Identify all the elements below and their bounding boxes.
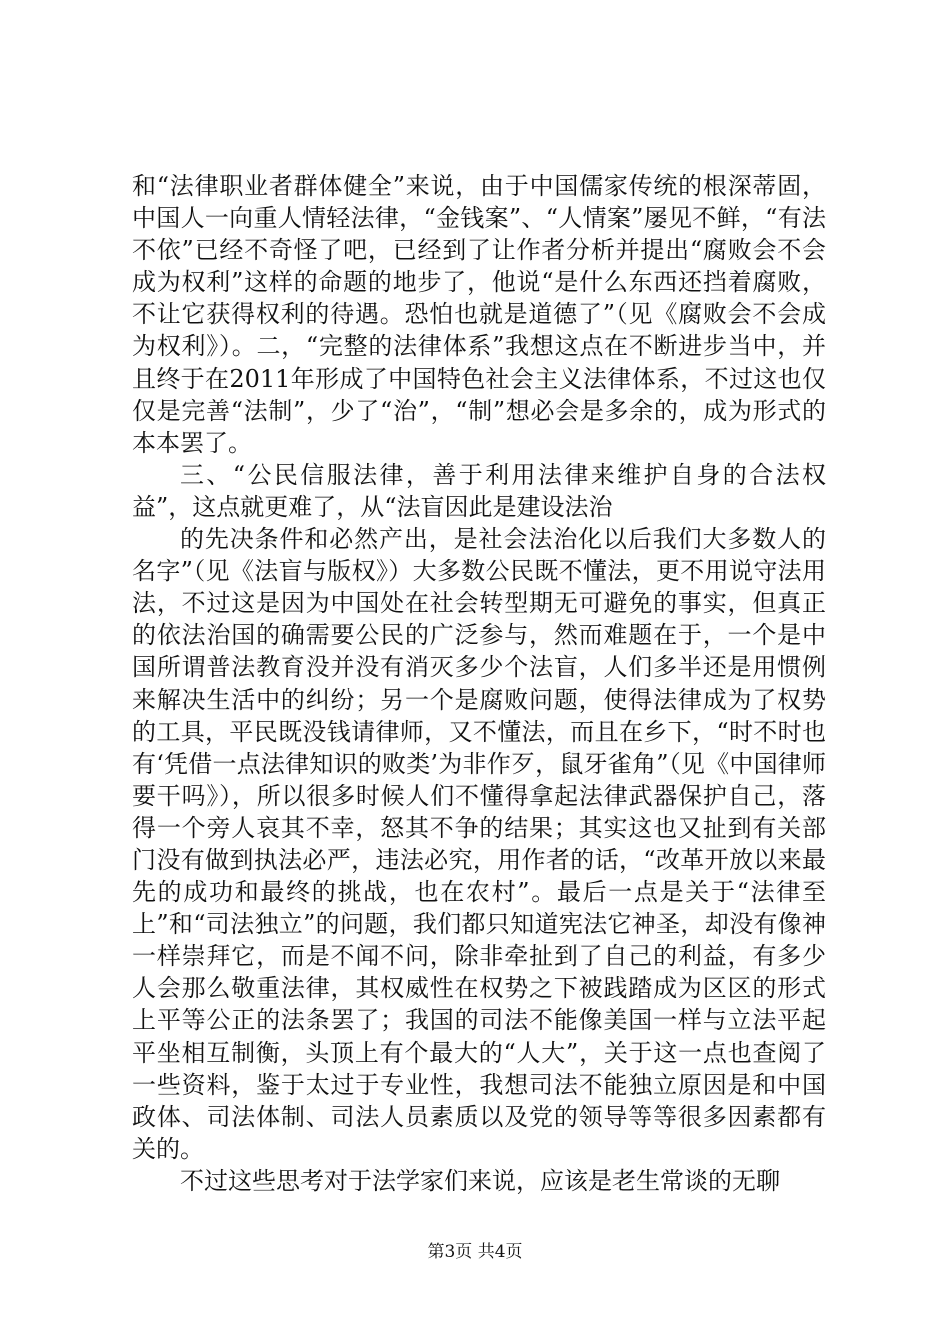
paragraph-4: 不过这些思考对于法学家们来说，应该是老生常谈的无聊 <box>180 1166 780 1195</box>
document-body <box>132 170 826 1197</box>
page-number-label: 第3页 共4页 <box>427 1242 523 1262</box>
paragraph-3: 的先决条件和必然产出，是社会法治化以后我们大多数人的名字”（见《法盲与版权》）大多数公民既不懂法，更不用说守法用法，不过这是因为中国处在社会转型期无可避免的事实，但真正的依法治国的确需要公民的广泛参与，然而难题在于，一个是中国所谓普法教育没并没有消灭多少个法盲，人们多半还是用惯例来解决生活中的纠纷；另一个是腐败问题，使得法律成为了权势的工具，平民既没钱请律师，又不懂法，而且在乡下，“时不时也有‘凭借一点法律知识的败类’为非作歹，鼠牙雀角”（见《中国律师要干吗》），所以很多时候人们不懂得拿起法律武器保护自己，落得一个旁人哀其不幸，怒其不争的结果；其实这也又扯到有关部门没有做到执法必严，违法必究，用作者的话，“改革开放以来最先的成功和最终的挑战，也在农村”。最后一点是关于“法律至上”和“司法独立”的问题，我们都只知道宪法它神圣，却没有像神一样崇拜它，而是不闻不问，除非牵扯到了自己的利益，有多少人会那么敬重法律，其权威性在权势之下被践踏成为区区的形式上平等公正的法条罢了；我国的司法不能像美国一样与立法平起平坐相互制衡，头顶上有个最大的“人大”，关于这一点也查阅了一些资料，鉴于太过于专业性，我想司法不能独立原因是和中国政体、司法体制、司法人员素质以及党的领导等等很多因素都有关的。 <box>132 525 826 1163</box>
paragraph-2: 三、“公民信服法律，善于利用法律来维护自身的合法权益”，这点就更难了，从“法盲因此是建设法治 <box>132 460 826 521</box>
page-footer <box>0 1241 950 1263</box>
paragraph-1: 和“法律职业者群体健全”来说，由于中国儒家传统的根深蒂固，中国人一向重人情轻法律，“金钱案”、“人情案”屡见不鲜，“有法不依”已经不奇怪了吧，已经到了让作者分析并提出“腐败会不会成为权利”这样的命题的地步了，他说“是什么东西还挡着腐败，不让它获得权利的待遇。恐怕也就是道德了”（见《腐败会不会成为权利》）。二，“完整的法律体系”我想这点在不断进步当中，并且终于在2011年形成了中国特色社会主义法律体系，不过这也仅仅是完善“法制”，少了“治”，“制”想必会是多余的，成为形式的本本罢了。 <box>132 172 826 457</box>
